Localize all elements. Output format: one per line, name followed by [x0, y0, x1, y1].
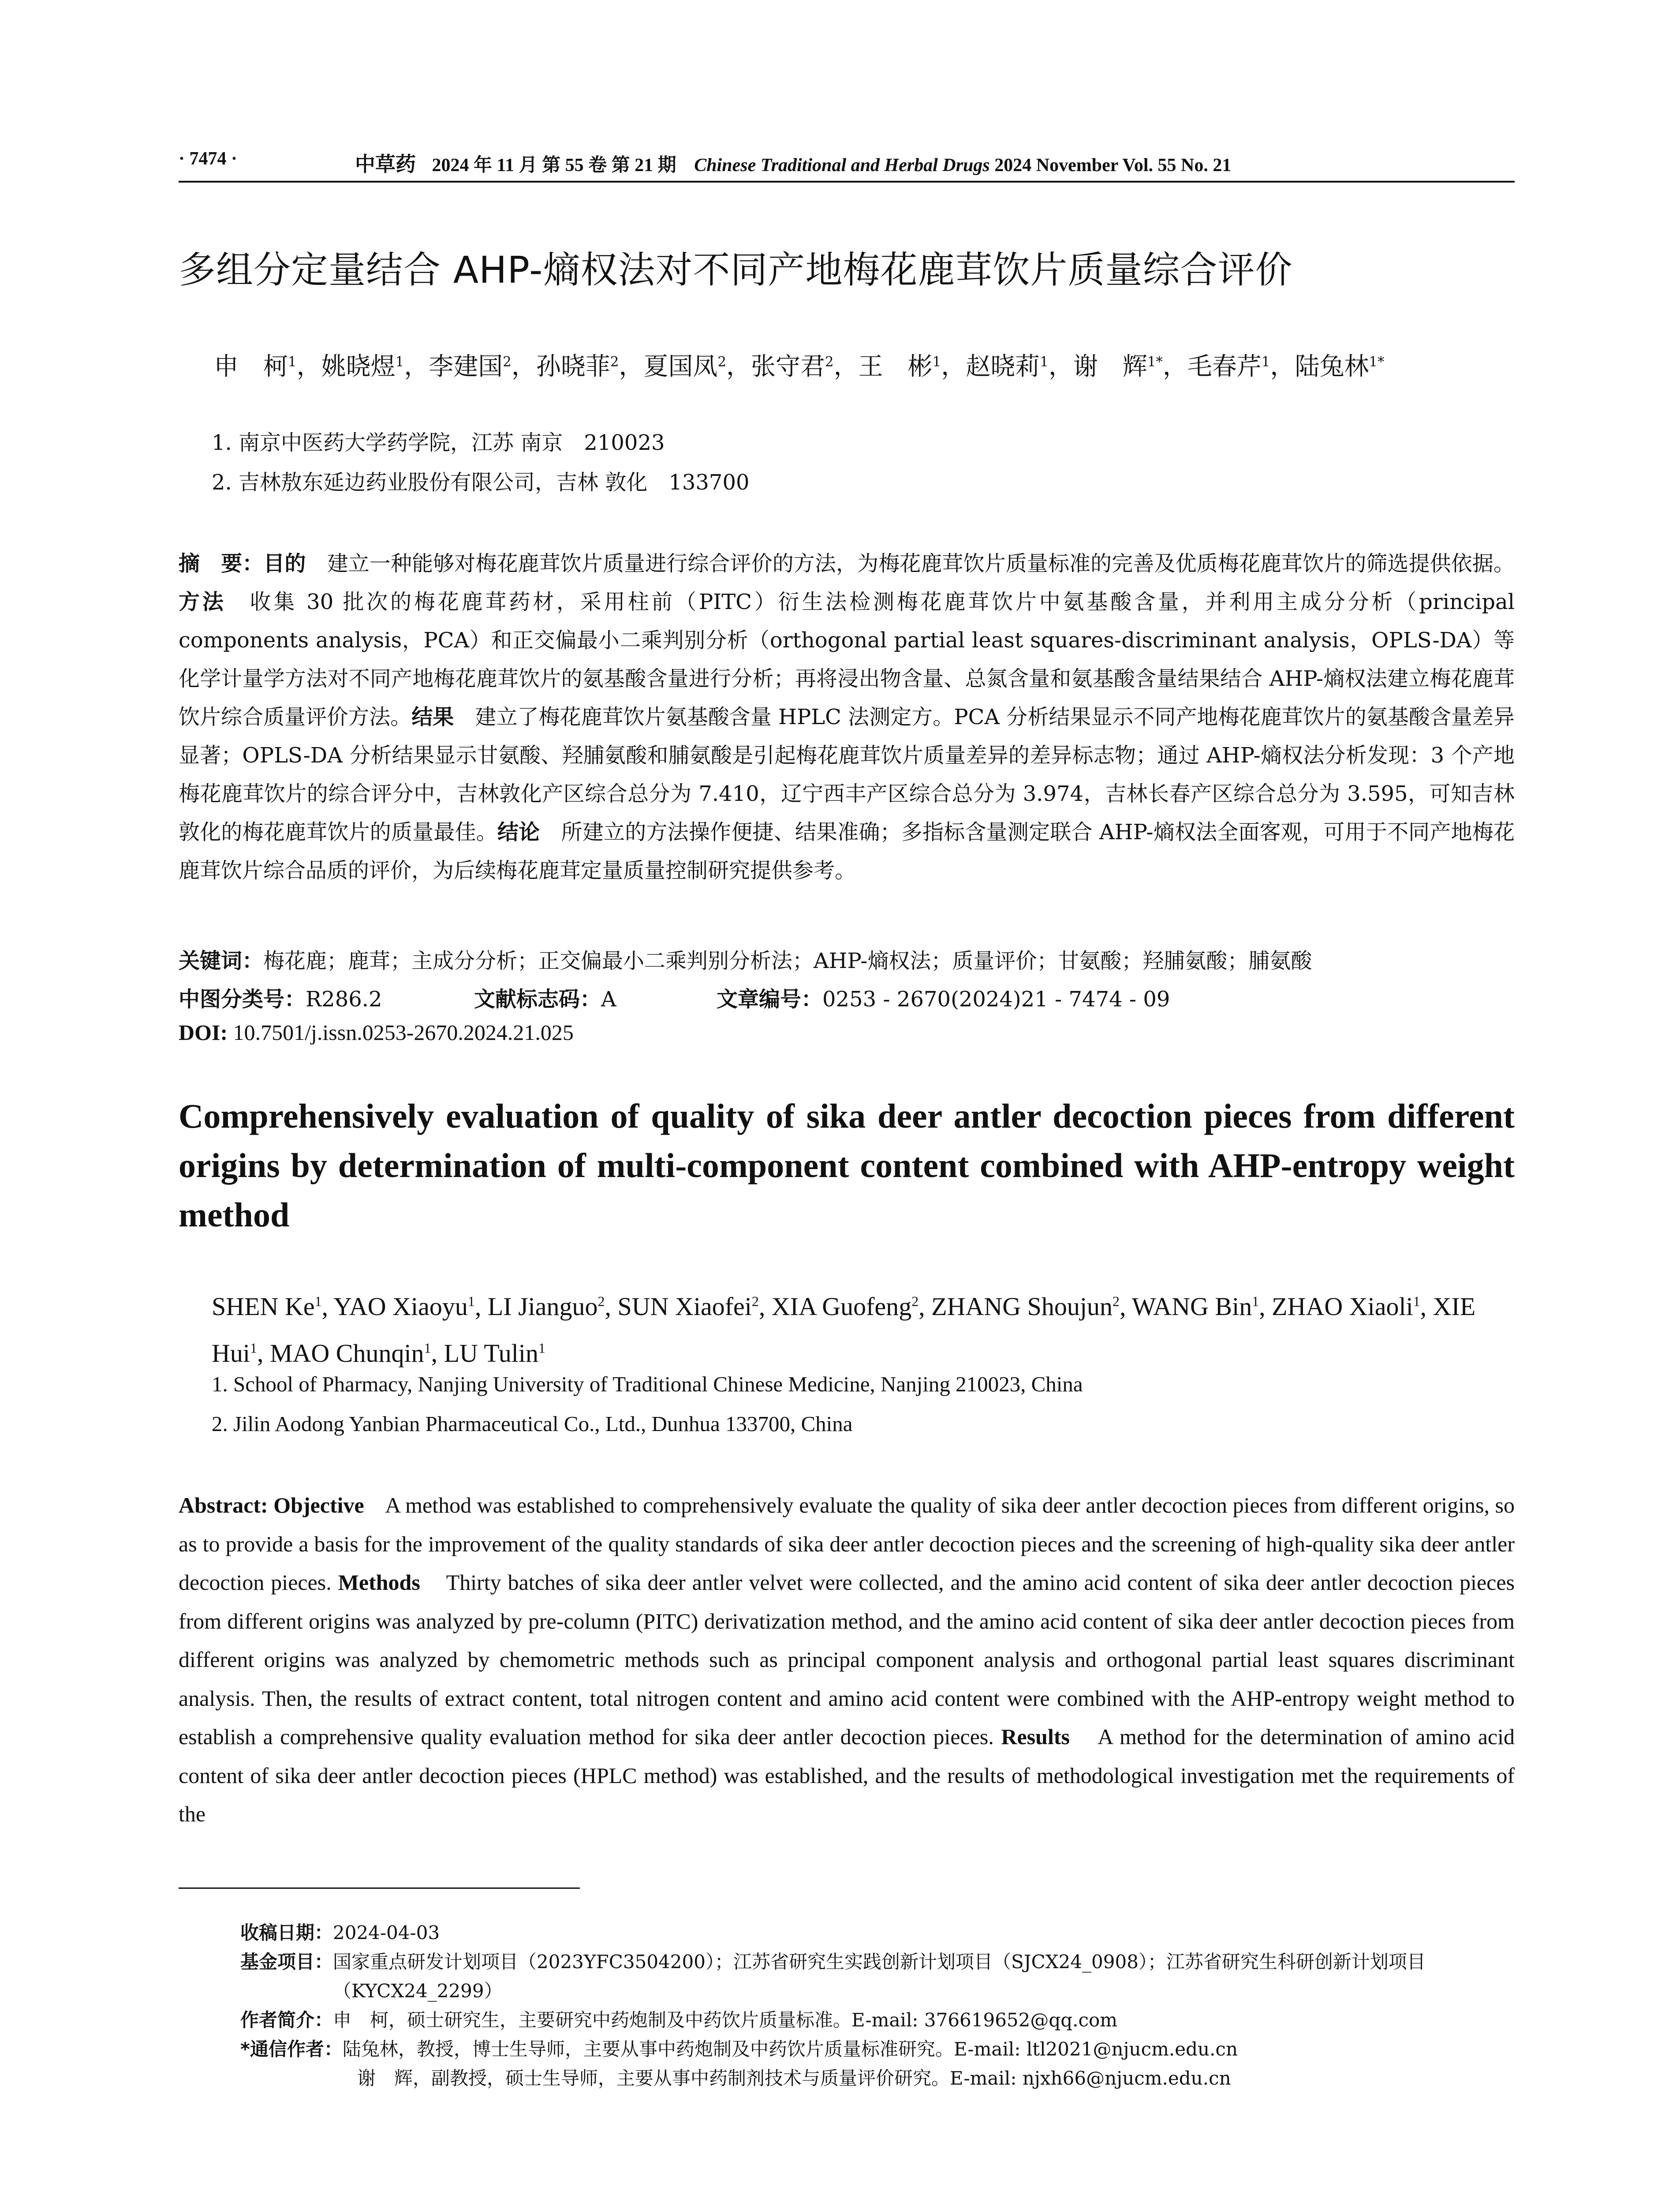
footnote-bio [240, 2006, 1515, 2035]
cn-author-name: 毛春芹 [1187, 352, 1262, 381]
footnote-fund [240, 1947, 1515, 2006]
cn-author-name: 李建国 [429, 352, 503, 381]
cn-author-name: 陆兔林 [1295, 352, 1369, 381]
article-no-label: 文章编号： [717, 987, 823, 1012]
title-en: Comprehensively evaluation of quality of sika deer antler decoction pieces from different origins by determination of multi-component content combined with AHP-entropy weight method [179, 1097, 1515, 1234]
doi-label: DOI: [179, 1020, 228, 1045]
cn-author [1187, 352, 1270, 381]
en-author-affiliation-mark: 1 [424, 1340, 431, 1356]
cn-author-name: 谢 辉 [1073, 352, 1147, 381]
authors-en: SHEN Ke$^1$, YAO Xiaoyu$^1$, LI Jianguo$^2$, SUN Xiaofei$^2$, XIA Guofeng$^2$, ZHANG Shoujun$^2$, WANG Bin$^1$, ZHAO Xiaoli$^1$, XIE Hui$^1$, MAO Chunqin$^1$, LU Tulin$^1$ [212, 1292, 1476, 1368]
cn-author-name: 赵晓莉 [966, 352, 1040, 381]
en-author-affiliation-mark: 1 [538, 1340, 545, 1356]
doi-line [179, 1020, 574, 1045]
cn-author [643, 352, 726, 381]
abstract-en [179, 1486, 1520, 1834]
en-author-name: LU Tulin [444, 1338, 538, 1368]
journal-info [355, 148, 1231, 177]
en-author-affiliation-mark: 2 [751, 1294, 759, 1309]
keywords-cn [179, 944, 1312, 974]
bio-text: 申 柯，硕士研究生，主要研究中药炮制及中药饮片质量标准。E-mail: 376619652@qq.com [333, 2009, 1118, 2031]
results-text: 建立了梅花鹿茸饮片氨基酸含量 HPLC 法测定方。PCA 分析结果显示不同产地梅花鹿茸饮片的氨基酸含量差异显著；OPLS-DA 分析结果显示甘氨酸、羟脯氨酸和脯氨酸是引起梅花鹿茸饮片质量差异的差异标志物；通过 AHP-熵权法分析发现：3 个产地梅花鹿茸饮片的综合评分中，吉林敦化产区综合总分为 7.410，辽宁西丰产区综合总分为 3.974，吉林长春产区综合总分为 3.595，可知吉林敦化的梅花鹿茸饮片的质量最佳。 [179, 705, 1515, 845]
cn-author [966, 352, 1049, 381]
en-author-affiliation-mark: 1 [467, 1294, 475, 1309]
en-author-name: LI Jianguo [487, 1292, 598, 1321]
en-author-affiliation-mark: 1 [1413, 1294, 1420, 1309]
article-no-value: 0253 - 2670(2024)21 - 7474 - 09 [822, 987, 1170, 1012]
issue-cn: 2024 年 11 月 第 55 卷 第 21 期 [432, 155, 676, 176]
cn-author-affiliation-mark: 2 [825, 354, 834, 370]
cn-author-name: 夏国凤 [643, 352, 718, 381]
en-author-name: YAO Xiaoyu [333, 1292, 468, 1321]
en-author [931, 1292, 1120, 1321]
objective-en-text: A method was established to comprehensively evaluate the quality of sika deer antler decoction pieces from different origins, so as to provide a basis for the improvement of the quality standards of sika deer antler decoction pieces and the screening of high-quality sika deer antler decoction pieces. [179, 1493, 1520, 1595]
cn-author [751, 352, 834, 381]
en-author-name: ZHANG Shoujun [931, 1292, 1113, 1321]
cn-author [859, 352, 941, 381]
affiliation-cn-2: 2. 吉林敖东延边药业股份有限公司，吉林 敦化 133700 [212, 470, 750, 495]
en-author [488, 1292, 605, 1321]
journal-name-en: Chinese Traditional and Herbal Drugs [694, 155, 990, 176]
en-author-name: MAO Chunqin [269, 1338, 424, 1368]
conclusion-text: 所建立的方法操作便捷、结果准确；多指标含量测定联合 AHP-熵权法全面客观，可用于不同产地梅花鹿茸饮片综合品质的评价，为后续梅花鹿茸定量质量控制研究提供参考。 [179, 820, 1515, 883]
en-author [772, 1292, 918, 1321]
doc-code-value: A [601, 987, 616, 1012]
results-en-label: Results [1001, 1724, 1070, 1749]
en-author [617, 1292, 758, 1321]
en-author-name: SUN Xiaofei [617, 1292, 752, 1321]
cn-author [214, 352, 297, 381]
abstract-cn [179, 545, 1515, 890]
methods-en-label: Methods [338, 1570, 420, 1595]
footnote-received [240, 1918, 1515, 1947]
bio-label: 作者简介： [240, 2009, 333, 2031]
en-author-affiliation-mark: 1 [1252, 1294, 1259, 1309]
en-author [212, 1292, 322, 1321]
cn-author [536, 352, 619, 381]
en-author-affiliation-mark: 2 [597, 1294, 605, 1309]
cn-author [1073, 352, 1163, 381]
conclusion-label: 结论 [497, 820, 540, 845]
methods-text: 收集 30 批次的梅花鹿茸药材，采用柱前（PITC）衍生法检测梅花鹿茸饮片中氨基酸含量，并利用主成分分析（principal components analysis，PCA）和正交偏最小二乘判别分析（orthogonal partial least squares-discriminant analysis，OPLS-DA）等化学计量学方法对不同产地梅花鹿茸饮片的氨基酸含量进行分析；再将浸出物含量、总氮含量和氨基酸含量结果结合 AHP-熵权法建立梅花鹿茸饮片综合质量评价方法。 [179, 590, 1515, 729]
methods-label: 方法 [179, 590, 226, 614]
en-author [333, 1292, 474, 1321]
journal-name-cn: 中草药 [355, 152, 416, 176]
cn-author-name: 申 柯 [214, 352, 288, 381]
en-author-affiliation-mark: 2 [1113, 1294, 1120, 1309]
en-author [1132, 1292, 1259, 1321]
cn-author-name: 姚晓煜 [321, 352, 396, 381]
footnote-corresponding [240, 2035, 1515, 2064]
cn-author-name: 张守君 [751, 352, 825, 381]
en-author-affiliation-mark: 1 [314, 1294, 322, 1309]
cn-author [1295, 352, 1384, 381]
cn-author-name: 孙晓菲 [536, 352, 610, 381]
cn-author-affiliation-mark: 1 [288, 354, 297, 370]
cn-author-affiliation-mark: 2 [503, 354, 511, 370]
cn-author-affiliation-mark: 2 [610, 354, 619, 370]
en-author-name: ZHAO Xiaoli [1272, 1292, 1413, 1321]
en-author [444, 1339, 545, 1368]
cn-author-affiliation-mark: 1* [1369, 354, 1385, 370]
results-en-text: A method for the determination of amino acid content of sika deer antler decoction pieces (HPLC method) was established, and the results of methodological investigation met the requirements of the [179, 1724, 1520, 1826]
objective-label: 目的 [263, 551, 306, 576]
results-label: 结果 [411, 705, 454, 729]
received-date: 2024-04-03 [333, 1922, 440, 1943]
cn-author-affiliation-mark: 1 [1261, 354, 1270, 370]
footnote-corresponding-2 [240, 2064, 1515, 2093]
running-header [179, 146, 1515, 183]
en-author-name: SHEN Ke [212, 1292, 315, 1321]
affiliation-cn-1: 1. 南京中医药大学药学院，江苏 南京 210023 [212, 430, 665, 455]
fund-text: 国家重点研发计划项目（2023YFC3504200）；江苏省研究生实践创新计划项目（SJCX24_0908）；江苏省研究生科研创新计划项目（KYCX24_2299） [333, 1951, 1426, 2002]
page-number: · 7474 · [179, 149, 238, 169]
affiliation-en-1: 1. School of Pharmacy, Nanjing University of Traditional Chinese Medicine, Nanjing 210023, China [212, 1372, 1083, 1396]
doi-value[interactable]: 10.7501/j.issn.0253-2670.2024.21.025 [233, 1020, 574, 1045]
issue-en: 2024 November Vol. 55 No. 21 [994, 155, 1232, 176]
cn-author-name: 王 彬 [858, 352, 933, 381]
en-author [270, 1339, 431, 1368]
affiliation-en-2: 2. Jilin Aodong Yanbian Pharmaceutical Co., Ltd., Dunhua 133700, China [212, 1412, 853, 1436]
abstract-label: 摘 要： [179, 551, 264, 576]
en-author-name: XIA Guofeng [771, 1292, 912, 1321]
corresponding-author-2: 谢 辉，副教授，硕士生导师，主要从事中药制剂技术与质量评价研究。E-mail: njxh66@njucm.edu.cn [357, 2067, 1231, 2089]
received-label: 收稿日期： [240, 1922, 333, 1943]
cn-author-affiliation-mark: 1 [932, 354, 941, 370]
cn-author-affiliation-mark: 1 [1040, 354, 1049, 370]
cn-author-affiliation-mark: 1 [395, 354, 404, 370]
footnotes [240, 1918, 1515, 2093]
en-author-affiliation-mark: 2 [911, 1294, 919, 1309]
methods-en-text: Thirty batches of sika deer antler velvet were collected, and the amino acid content of sika deer antler decoction pieces from different origins was analyzed by pre-column (PITC) derivatization method, and the amino acid content of sika deer antler decoction pieces from different origins was analyzed by chemometric methods such as principal component analysis and orthogonal partial least squares discriminant analysis. Then, the results of extract content, total nitrogen content and amino acid content were combined with the AHP-entropy weight method to establish a comprehensive quality evaluation method for sika deer antler decoction pieces. [179, 1570, 1520, 1749]
keywords-label: 关键词： [179, 949, 264, 973]
fund-label: 基金项目： [240, 1951, 333, 1973]
clc-value: R286.2 [306, 987, 382, 1012]
keywords-text: 梅花鹿；鹿茸；主成分分析；正交偏最小二乘判别分析法；AHP-熵权法；质量评价；甘氨酸；羟脯氨酸；脯氨酸 [263, 949, 1312, 973]
en-author-name: XIE Hui [212, 1292, 1476, 1368]
footnote-divider [179, 1887, 580, 1889]
corresponding-author-1: 陆兔林，教授，博士生导师，主要从事中药炮制及中药饮片质量标准研究。E-mail: ltl2021@njucm.edu.cn [342, 2038, 1238, 2060]
cn-author-affiliation-mark: 1* [1147, 354, 1163, 370]
cn-author [429, 352, 511, 381]
corresponding-label: *通信作者： [240, 2038, 343, 2060]
en-author [1272, 1292, 1420, 1321]
cn-author [321, 352, 404, 381]
objective-text: 建立一种能够对梅花鹿茸饮片质量进行综合评价的方法，为梅花鹿茸饮片质量标准的完善及优质梅花鹿茸饮片的筛选提供依据。 [306, 551, 1515, 576]
clc-label: 中图分类号： [179, 987, 306, 1012]
classification-line [179, 982, 1170, 1013]
title-cn: 多组分定量结合 AHP-熵权法对不同产地梅花鹿茸饮片质量综合评价 [179, 248, 1293, 292]
doc-code-label: 文献标志码： [474, 987, 601, 1012]
authors-cn: 申 柯$^1$，姚晓煜$^1$，李建国$^2$，孙晓菲$^2$，夏国凤$^2$，张守君$^2$，王 彬$^1$，赵晓莉$^1$，谢 辉$^{1*}$，毛春芹$^1$，陆兔林$^{1*}$ [214, 352, 1385, 381]
cn-author-affiliation-mark: 2 [717, 354, 727, 370]
en-author-name: WANG Bin [1131, 1292, 1252, 1321]
en-author-affiliation-mark: 1 [250, 1340, 257, 1356]
abstract-en-label: Abstract: Objective [179, 1493, 364, 1517]
